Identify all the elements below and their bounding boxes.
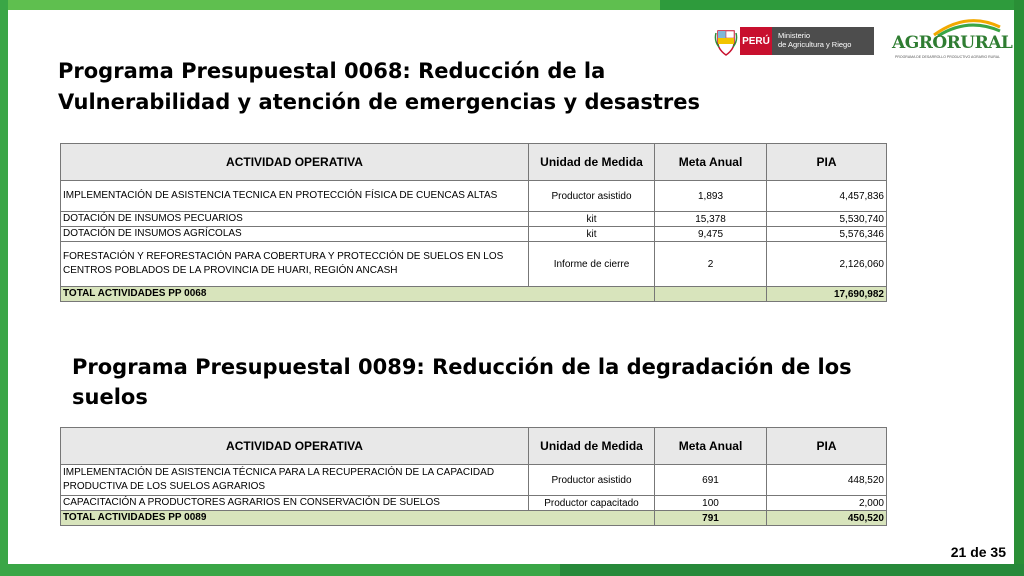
cell-actividad: CAPACITACIÓN A PRODUCTORES AGRARIOS EN CONSERVACIÓN DE SUELOS [61,496,529,511]
cell-total-label: TOTAL ACTIVIDADES PP 0089 [61,511,655,526]
ministerio-line1: Ministerio [778,31,811,40]
table-header-row [61,428,887,465]
cell-meta: 15,378 [655,212,767,227]
table-row [61,181,887,212]
cell-unidad: Productor asistido [529,181,655,212]
cell-meta: 100 [655,496,767,511]
ministerio-label [772,27,851,55]
cell-total-meta [655,287,767,302]
table-row [61,496,887,511]
cell-pia: 2,126,060 [767,242,887,287]
header-meta: Meta Anual [655,144,767,181]
cell-pia: 4,457,836 [767,181,887,212]
cell-actividad: DOTACIÓN DE INSUMOS PECUARIOS [61,212,529,227]
cell-total-label: TOTAL ACTIVIDADES PP 0068 [61,287,655,302]
slide-title-pp0068: Programa Presupuestal 0068: Reducción de la Vulnerabilidad y atención de emergencias y desastres [58,59,701,114]
cell-pia: 5,576,346 [767,227,887,242]
cell-unidad: kit [529,227,655,242]
cell-actividad: IMPLEMENTACIÓN DE ASISTENCIA TÉCNICA PARA LA RECUPERACIÓN DE LA CAPACIDAD PRODUCTIVA DE LOS SUELOS AGRARIOS [61,465,529,496]
cell-unidad: kit [529,212,655,227]
slide-frame-left [0,0,8,576]
header-pia: PIA [767,144,887,181]
cell-meta: 2 [655,242,767,287]
slide-title-pp0089: Programa Presupuestal 0089: Reducción de la degradación de los suelos [72,355,852,409]
ministerio-logo [740,27,874,55]
table-row [61,465,887,496]
cell-actividad: IMPLEMENTACIÓN DE ASISTENCIA TECNICA EN PROTECCIÓN FÍSICA DE CUENCAS ALTAS [61,181,529,212]
header-actividad: ACTIVIDAD OPERATIVA [61,144,529,181]
cell-unidad: Productor capacitado [529,496,655,511]
peru-coat-of-arms-icon [714,27,738,57]
page-number: 21 de 35 [950,544,1006,560]
cell-pia: 2,000 [767,496,887,511]
slide-frame-bottom-accent [0,564,560,576]
table-row [61,242,887,287]
cell-pia: 5,530,740 [767,212,887,227]
cell-meta: 9,475 [655,227,767,242]
slide-frame-right [1014,0,1024,576]
table-row [61,212,887,227]
agrorural-tagline: PROGRAMA DE DESARROLLO PRODUCTIVO AGRARIO RURAL [895,55,1001,59]
header-pia: PIA [767,428,887,465]
table-total-row [61,511,887,526]
cell-actividad: FORESTACIÓN Y REFORESTACIÓN PARA COBERTURA Y PROTECCIÓN DE SUELOS EN LOS CENTROS POBLADOS DE LA PROVINCIA DE HUARI, REGIÓN ANCASH [61,242,529,287]
table-pp0068 [60,143,887,302]
header-unidad: Unidad de Medida [529,144,655,181]
table-header-row [61,144,887,181]
cell-total-meta: 791 [655,511,767,526]
header-meta: Meta Anual [655,428,767,465]
cell-meta: 1,893 [655,181,767,212]
slide-frame-top-accent [0,0,660,10]
cell-total-pia: 17,690,982 [767,287,887,302]
header-actividad: ACTIVIDAD OPERATIVA [61,428,529,465]
header-unidad: Unidad de Medida [529,428,655,465]
table-total-row [61,287,887,302]
cell-pia: 448,520 [767,465,887,496]
cell-unidad: Productor asistido [529,465,655,496]
ministerio-line2: de Agricultura y Riego [778,40,852,49]
agrorural-logo [892,17,1013,65]
cell-total-pia: 450,520 [767,511,887,526]
peru-label: PERÚ [740,27,772,55]
cell-unidad: Informe de cierre [529,242,655,287]
cell-actividad: DOTACIÓN DE INSUMOS AGRÍCOLAS [61,227,529,242]
cell-meta: 691 [655,465,767,496]
agrorural-wordmark: AGRORURAL [892,33,1013,53]
table-row [61,227,887,242]
table-pp0089 [60,427,887,526]
